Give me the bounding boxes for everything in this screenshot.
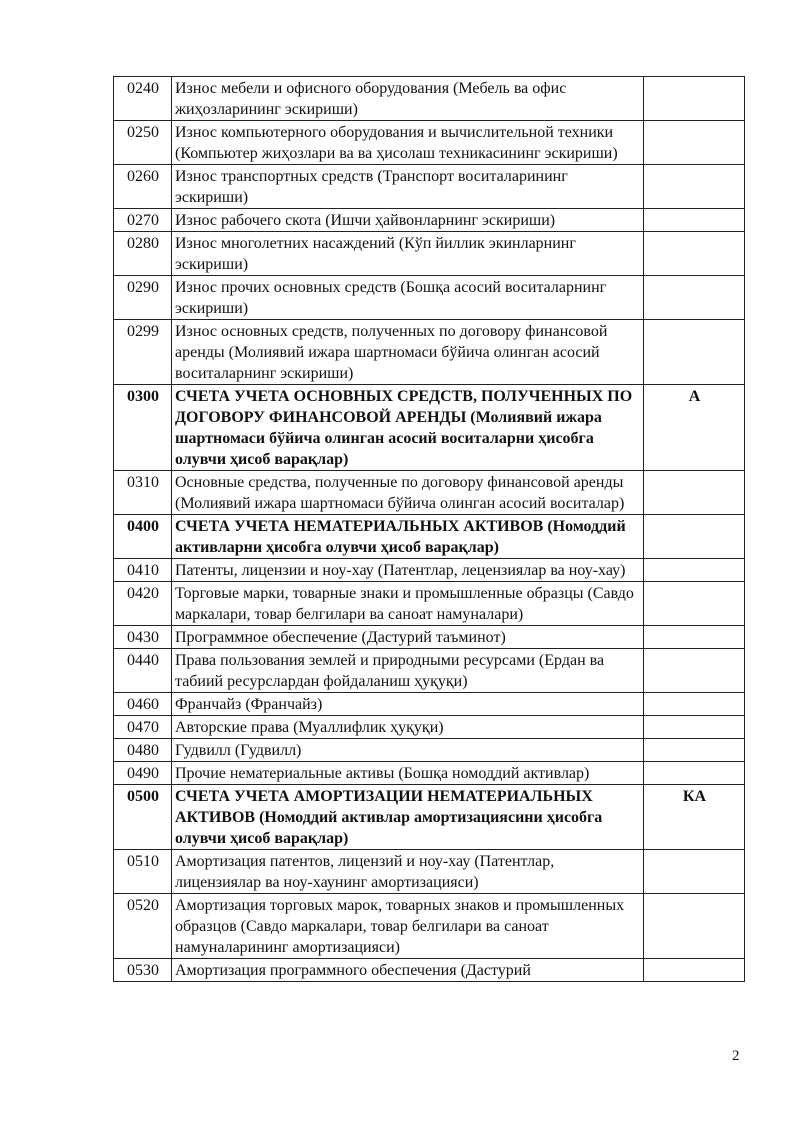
account-code-cell: 0410 bbox=[114, 559, 172, 582]
page-number: 2 bbox=[732, 1048, 740, 1064]
table-row bbox=[114, 959, 745, 982]
account-code-cell: 0470 bbox=[114, 716, 172, 739]
table-row bbox=[114, 471, 745, 515]
table-row bbox=[114, 165, 745, 209]
account-type-cell: КА bbox=[644, 785, 745, 850]
account-code-cell: 0250 bbox=[114, 121, 172, 165]
table-row bbox=[114, 649, 745, 693]
table-row bbox=[114, 626, 745, 649]
account-code-cell: 0420 bbox=[114, 582, 172, 626]
table-row bbox=[114, 894, 745, 959]
account-name-cell: СЧЕТА УЧЕТА НЕМАТЕРИАЛЬНЫХ АКТИВОВ (Номоддий активларни ҳисобга олувчи ҳисоб варақлар) bbox=[172, 515, 644, 559]
account-code-cell: 0500 bbox=[114, 785, 172, 850]
table-row bbox=[114, 850, 745, 894]
table-row bbox=[114, 716, 745, 739]
table-row bbox=[114, 320, 745, 385]
account-code-cell: 0520 bbox=[114, 894, 172, 959]
account-type-cell bbox=[644, 762, 745, 785]
account-name-cell: Права пользования землей и природными ресурсами (Ердан ва табиий ресурслардан фойдаланиш ҳуқуқи) bbox=[172, 649, 644, 693]
table-row bbox=[114, 559, 745, 582]
account-code-cell: 0460 bbox=[114, 693, 172, 716]
table-row bbox=[114, 515, 745, 559]
account-type-cell bbox=[644, 471, 745, 515]
accounts-table bbox=[113, 76, 745, 982]
account-code-cell: 0260 bbox=[114, 165, 172, 209]
account-name-cell: Амортизация программного обеспечения (Дастурий bbox=[172, 959, 644, 982]
account-type-cell bbox=[644, 626, 745, 649]
account-code-cell: 0310 bbox=[114, 471, 172, 515]
table-row bbox=[114, 693, 745, 716]
table-row bbox=[114, 385, 745, 471]
account-code-cell: 0480 bbox=[114, 739, 172, 762]
account-name-cell: Торговые марки, товарные знаки и промышленные образцы (Савдо маркалари, товар белгилари ва саноат намуналари) bbox=[172, 582, 644, 626]
account-name-cell: Авторские права (Муаллифлик ҳуқуқи) bbox=[172, 716, 644, 739]
account-type-cell bbox=[644, 894, 745, 959]
account-code-cell: 0299 bbox=[114, 320, 172, 385]
table-row bbox=[114, 785, 745, 850]
account-code-cell: 0270 bbox=[114, 209, 172, 232]
account-code-cell: 0280 bbox=[114, 232, 172, 276]
account-type-cell bbox=[644, 232, 745, 276]
account-name-cell: Программное обеспечение (Дастурий таъминот) bbox=[172, 626, 644, 649]
account-code-cell: 0290 bbox=[114, 276, 172, 320]
account-code-cell: 0430 bbox=[114, 626, 172, 649]
account-type-cell bbox=[644, 559, 745, 582]
account-name-cell: Износ основных средств, полученных по договору финансовой аренды (Молиявий ижара шартномаси бўйича олинган асосий воситаларнинг эскириши) bbox=[172, 320, 644, 385]
account-name-cell: Амортизация патентов, лицензий и ноу-хау (Патентлар, лицензиялар ва ноу-хаунинг амортизацияси) bbox=[172, 850, 644, 894]
account-name-cell: Износ мебели и офисного оборудования (Мебель ва офис жиҳозларининг эскириши) bbox=[172, 77, 644, 121]
table-row bbox=[114, 232, 745, 276]
table-row bbox=[114, 276, 745, 320]
account-name-cell: Франчайз (Франчайз) bbox=[172, 693, 644, 716]
account-code-cell: 0440 bbox=[114, 649, 172, 693]
account-name-cell: Амортизация торговых марок, товарных знаков и промышленных образцов (Савдо маркалари, товар белгилари ва саноат намуналарининг амортизацияси) bbox=[172, 894, 644, 959]
account-name-cell: Износ рабочего скота (Ишчи ҳайвонларнинг эскириши) bbox=[172, 209, 644, 232]
account-name-cell: Износ многолетних насаждений (Кўп йиллик экинларнинг эскириши) bbox=[172, 232, 644, 276]
account-name-cell: Износ компьютерного оборудования и вычислительной техники (Компьютер жиҳозлари ва ва ҳисолаш техникасининг эскириши) bbox=[172, 121, 644, 165]
account-type-cell bbox=[644, 209, 745, 232]
table-row bbox=[114, 582, 745, 626]
account-code-cell: 0240 bbox=[114, 77, 172, 121]
account-name-cell: Прочие нематериальные активы (Бошқа номоддий активлар) bbox=[172, 762, 644, 785]
account-type-cell bbox=[644, 582, 745, 626]
account-type-cell bbox=[644, 850, 745, 894]
account-type-cell bbox=[644, 276, 745, 320]
table-row bbox=[114, 121, 745, 165]
account-code-cell: 0400 bbox=[114, 515, 172, 559]
accounts-table-body bbox=[114, 77, 745, 982]
account-name-cell: Патенты, лицензии и ноу-хау (Патентлар, лецензиялар ва ноу-хау) bbox=[172, 559, 644, 582]
account-code-cell: 0510 bbox=[114, 850, 172, 894]
account-name-cell: Износ транспортных средств (Транспорт воситаларининг эскириши) bbox=[172, 165, 644, 209]
account-name-cell: СЧЕТА УЧЕТА АМОРТИЗАЦИИ НЕМАТЕРИАЛЬНЫХ АКТИВОВ (Номоддий активлар амортизациясини ҳисобга олувчи ҳисоб варақлар) bbox=[172, 785, 644, 850]
account-name-cell: СЧЕТА УЧЕТА ОСНОВНЫХ СРЕДСТВ, ПОЛУЧЕННЫХ ПО ДОГОВОРУ ФИНАНСОВОЙ АРЕНДЫ (Молиявий ижара шартномаси бўйича олинган асосий воситаларни ҳисобга олувчи ҳисоб варақлар) bbox=[172, 385, 644, 471]
account-code-cell: 0300 bbox=[114, 385, 172, 471]
account-type-cell bbox=[644, 165, 745, 209]
account-name-cell: Основные средства, полученные по договору финансовой аренды (Молиявий ижара шартномаси бўйича олинган асосий воситалар) bbox=[172, 471, 644, 515]
account-type-cell bbox=[644, 693, 745, 716]
account-code-cell: 0490 bbox=[114, 762, 172, 785]
account-type-cell bbox=[644, 320, 745, 385]
table-row bbox=[114, 77, 745, 121]
account-type-cell bbox=[644, 649, 745, 693]
account-name-cell: Износ прочих основных средств (Бошқа асосий воситаларнинг эскириши) bbox=[172, 276, 644, 320]
account-type-cell bbox=[644, 716, 745, 739]
account-type-cell bbox=[644, 121, 745, 165]
account-code-cell: 0530 bbox=[114, 959, 172, 982]
account-type-cell bbox=[644, 77, 745, 121]
account-name-cell: Гудвилл (Гудвилл) bbox=[172, 739, 644, 762]
table-row bbox=[114, 762, 745, 785]
account-type-cell: А bbox=[644, 385, 745, 471]
table-row bbox=[114, 209, 745, 232]
account-type-cell bbox=[644, 959, 745, 982]
table-row bbox=[114, 739, 745, 762]
account-type-cell bbox=[644, 515, 745, 559]
account-type-cell bbox=[644, 739, 745, 762]
